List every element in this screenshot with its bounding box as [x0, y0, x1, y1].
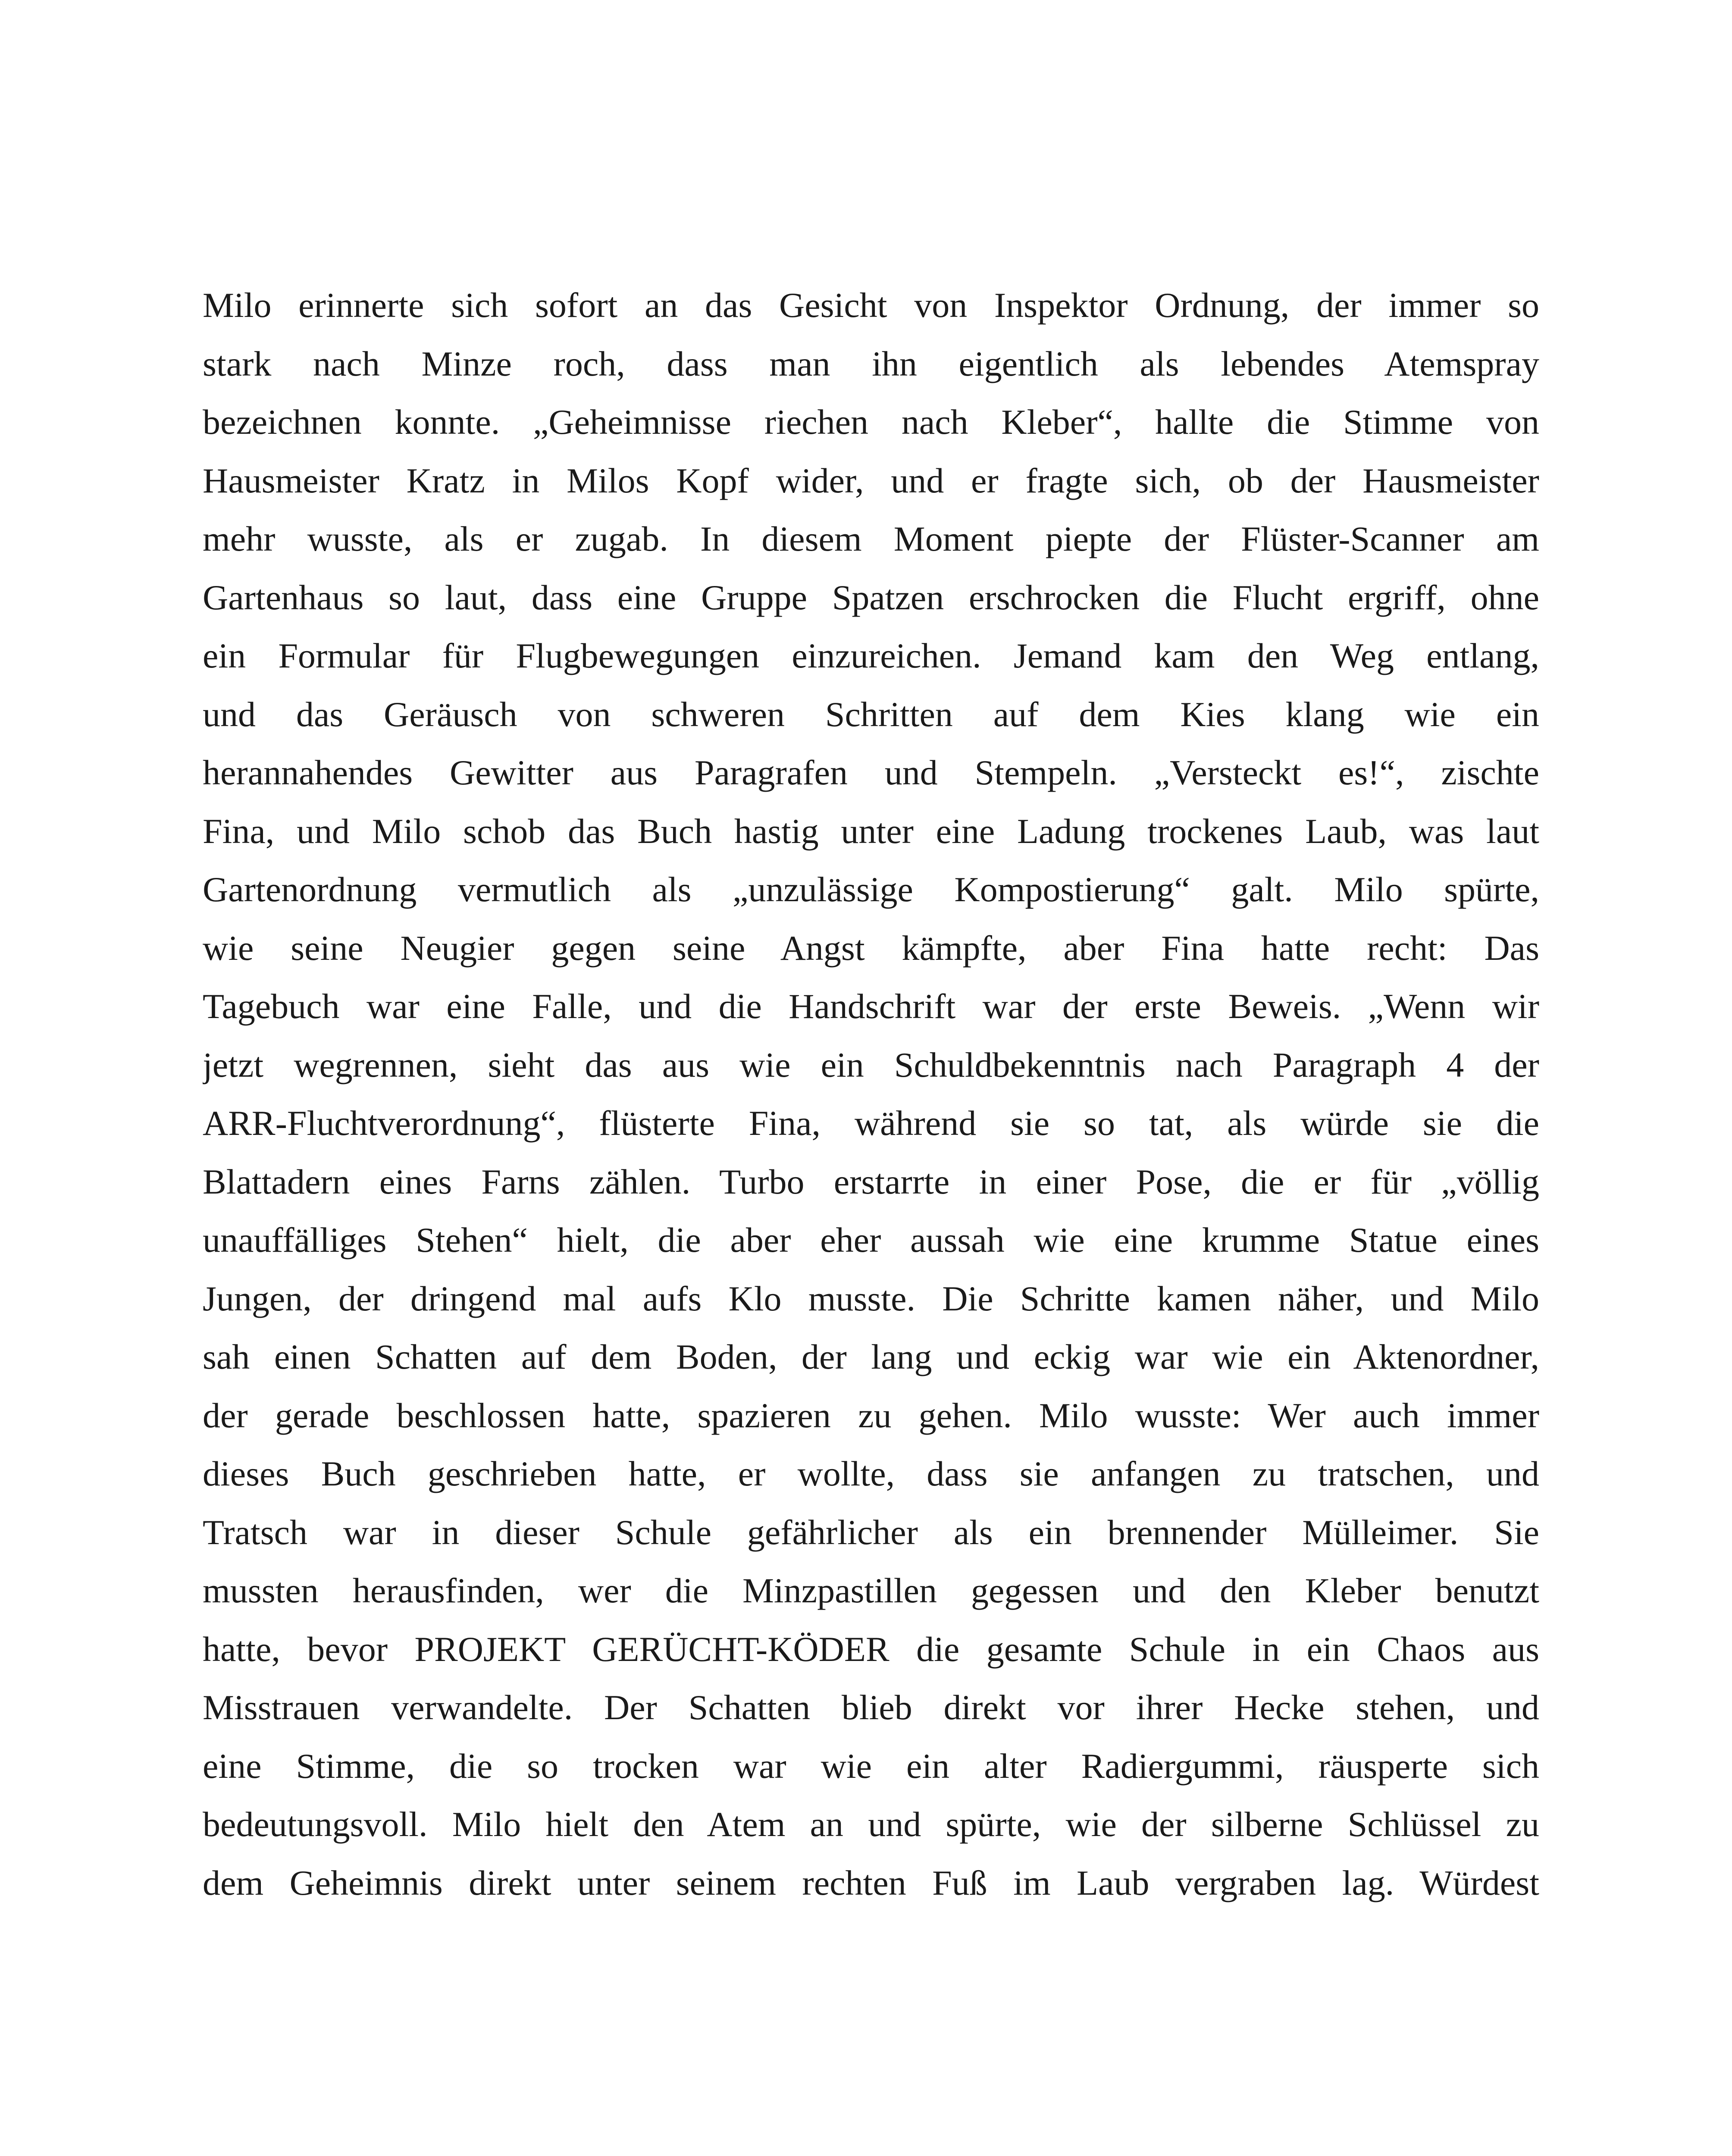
- text-line: jetzt wegrennen, sieht das aus wie ein Schuldbekenntnis nach Paragraph 4 der: [203, 1045, 1539, 1084]
- text-line: Tagebuch war eine Falle, und die Handschrift war der erste Beweis. „Wenn wir: [203, 987, 1539, 1026]
- text-line: unauffälliges Stehen“ hielt, die aber eher aussah wie eine krumme Statue eines: [203, 1220, 1539, 1260]
- text-line: Hausmeister Kratz in Milos Kopf wider, und er fragte sich, ob der Hausmeister: [203, 461, 1539, 500]
- body-paragraph: [203, 276, 1539, 1912]
- text-line: bezeichnen konnte. „Geheimnisse riechen nach Kleber“, hallte die Stimme von: [203, 402, 1539, 442]
- text-line: Jungen, der dringend mal aufs Klo musste. Die Schritte kamen näher, und Milo: [203, 1279, 1539, 1318]
- text-line: und das Geräusch von schweren Schritten auf dem Kies klang wie ein: [203, 694, 1539, 734]
- text-line: Gartenhaus so laut, dass eine Gruppe Spatzen erschrocken die Flucht ergriff, ohne: [203, 577, 1539, 617]
- text-line: mehr wusste, als er zugab. In diesem Moment piepte der Flüster-Scanner am: [203, 519, 1539, 558]
- text-line: ein Formular für Flugbewegungen einzureichen. Jemand kam den Weg entlang,: [203, 636, 1539, 675]
- text-line: stark nach Minze roch, dass man ihn eigentlich als lebendes Atemspray: [203, 344, 1539, 383]
- text-line: Gartenordnung vermutlich als „unzulässige Kompostierung“ galt. Milo spürte,: [203, 870, 1539, 909]
- text-line: dem Geheimnis direkt unter seinem rechten Fuß im Laub vergraben lag. Würdest: [203, 1863, 1539, 1902]
- text-line: Tratsch war in dieser Schule gefährlicher als ein brennender Mülleimer. Sie: [203, 1512, 1539, 1552]
- text-line: dieses Buch geschrieben hatte, er wollte, dass sie anfangen zu tratschen, und: [203, 1454, 1539, 1493]
- text-line: Misstrauen verwandelte. Der Schatten blieb direkt vor ihrer Hecke stehen, und: [203, 1688, 1539, 1727]
- text-line: sah einen Schatten auf dem Boden, der lang und eckig war wie ein Aktenordner,: [203, 1337, 1539, 1376]
- text-line: herannahendes Gewitter aus Paragrafen und Stempeln. „Versteckt es!“, zischte: [203, 753, 1539, 792]
- text-line: Milo erinnerte sich sofort an das Gesicht von Inspektor Ordnung, der immer so: [203, 285, 1539, 325]
- text-line: hatte, bevor PROJEKT GERÜCHT-KÖDER die gesamte Schule in ein Chaos aus: [203, 1629, 1539, 1669]
- text-line: Fina, und Milo schob das Buch hastig unter eine Ladung trockenes Laub, was laut: [203, 811, 1539, 851]
- text-line: bedeutungsvoll. Milo hielt den Atem an und spürte, wie der silberne Schlüssel zu: [203, 1805, 1539, 1844]
- text-line: eine Stimme, die so trocken war wie ein alter Radiergummi, räusperte sich: [203, 1746, 1539, 1786]
- text-line: ARR-Fluchtverordnung“, flüsterte Fina, während sie so tat, als würde sie die: [203, 1103, 1539, 1143]
- text-line: Blattadern eines Farns zählen. Turbo erstarrte in einer Pose, die er für „völlig: [203, 1162, 1539, 1201]
- text-line: der gerade beschlossen hatte, spazieren zu gehen. Milo wusste: Wer auch immer: [203, 1395, 1539, 1435]
- text-line: wie seine Neugier gegen seine Angst kämpfte, aber Fina hatte recht: Das: [203, 928, 1539, 968]
- text-line: mussten herausfinden, wer die Minzpastillen gegessen und den Kleber benutzt: [203, 1571, 1539, 1610]
